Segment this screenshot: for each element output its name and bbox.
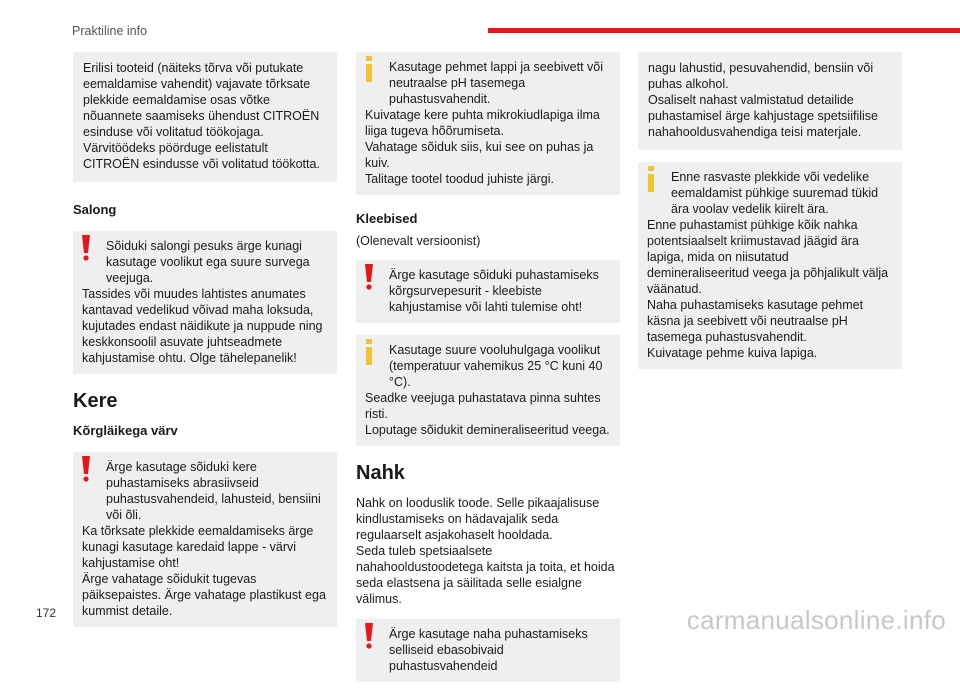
warning-text: Tassides või muudes lahtistes anumates kantavad vedelikud võivad maha loksuda, kujutades endast näidikute ja nuppude ning keskkonsoolil asuvate juhtseadmete kahjustamise ohtu. Olge tähelepanelik! xyxy=(82,287,323,365)
info-box-wash xyxy=(356,52,620,195)
info-lead-text: Kasutage suure vooluhulgaga voolikut (temperatuur vahemikus 25 °C kuni 40 °C). xyxy=(389,343,603,389)
note-paragraph: Värvitöödeks pöörduge eelistatult CITROËN esindusse või volitatud töökotta. xyxy=(83,141,320,171)
info-text: Vahatage sõiduk siis, kui see on puhas ja kuiv. xyxy=(365,140,594,170)
info-text: Kuivatage kere puhta mikrokiudlapiga ilma liiga tugeva hõõrumiseta. xyxy=(365,108,600,138)
intro-note-box xyxy=(73,52,337,182)
page-number: 172 xyxy=(36,606,57,620)
warning-box-leather xyxy=(356,619,620,682)
warning-text: Ärge vahatage sõidukit tugevas päiksepaistes. Ärge vahatage plastikust ega kummist detaile. xyxy=(82,572,326,618)
info-box-hose xyxy=(356,335,620,446)
column-1 xyxy=(73,52,337,639)
warning-text: nagu lahustid, pesuvahendid, bensiin või puhas alkohol. xyxy=(648,61,874,91)
heading-korglaikega-varv: Kõrgläikega värv xyxy=(73,423,178,438)
info-text: Kuivatage pehme kuiva lapiga. xyxy=(647,346,818,360)
warning-lead-text: Sõiduki salongi pesuks ärge kunagi kasutage voolikut ega suure survega veejuga. xyxy=(106,239,310,285)
body-paragraph: Nahk on looduslik toode. Selle pikaajalisuse kindlustamiseks on hädavajalik seda regulaarselt asjakohaselt hooldada. xyxy=(356,496,600,542)
info-lead-text: Enne rasvaste plekkide või vedelike eemaldamist pühkige suuremad tükid ära voolav vedelik kiirelt ära. xyxy=(671,170,879,216)
warning-continuation-box xyxy=(638,52,902,150)
header-section-title: Praktiline info xyxy=(72,24,148,38)
warning-text: Osaliselt nahast valmistatud detailide puhastamisel ärge kahjustage spetsiifilise nahahooldusvahendiga teisi materjale. xyxy=(648,93,878,139)
heading-nahk: Nahk xyxy=(356,462,405,484)
info-lead-text: Kasutage pehmet lappi ja seebivett või neutraalse pH tasemega puhastusvahendit. xyxy=(389,60,604,106)
warning-lead-text: Ärge kasutage sõiduki kere puhastamiseks abrasiivseid puhastusvahendeid, lahusteid, bensiini või õli. xyxy=(106,460,321,522)
heading-kere: Kere xyxy=(73,390,118,412)
watermark-text: carmanualsonline.info xyxy=(686,605,946,635)
body-paragraph: Seda tuleb spetsiaalsete nahahooldustoodetega kaitsta ja toita, et hoida seda elastsena ja säilitada selle esialgne välimus. xyxy=(356,544,615,606)
note-paragraph: Erilisi tooteid (näiteks tõrva või putukate eemaldamise vahendit) vajavate tõrksate plekkide eemaldamise osas võtke nõuannete saamiseks ühendust CITROËN esinduse või volitatud töökojaga. xyxy=(83,61,320,139)
info-text: Seadke veejuga puhastatava pinna suhtes risti. xyxy=(365,391,601,421)
info-text: Naha puhastamiseks kasutage pehmet käsna ja seebivett või neutraalse pH tasemega puhastusvahendit. xyxy=(647,298,864,344)
heading-salong: Salong xyxy=(73,202,117,217)
heading-kleebised: Kleebised xyxy=(356,211,418,226)
info-box-leather-care xyxy=(638,162,902,369)
column-2 xyxy=(356,52,620,694)
warning-box-stickers xyxy=(356,260,620,323)
info-text: Loputage sõidukit demineraliseeritud veega. xyxy=(365,423,610,437)
warning-lead-text: Ärge kasutage naha puhastamiseks selliseid ebasobivaid puhastusvahendeid xyxy=(389,627,588,673)
warning-box-paint xyxy=(73,452,337,627)
kleebised-subtitle: (Olenevalt versioonist) xyxy=(356,234,481,248)
info-text: Talitage tootel toodud juhiste järgi. xyxy=(365,172,555,186)
warning-lead-text: Ärge kasutage sõiduki puhastamiseks kõrgsurvepesurit - kleebiste kahjustamise või lahti tulemise oht! xyxy=(389,268,599,314)
info-text: Enne puhastamist pühkige kõik nahka potentsiaalselt kriimustavad jäägid ära lapiga, mida on niisutatud demineraliseeritud veega ja põhjalikult välja väänatud. xyxy=(647,218,889,296)
header-accent-bar xyxy=(488,28,960,33)
warning-box-salong xyxy=(73,231,337,374)
warning-text: Ka tõrksate plekkide eemaldamiseks ärge kunagi kasutage karedaid lappe - värvi kahjustamise oht! xyxy=(82,524,314,570)
column-3 xyxy=(638,52,902,381)
